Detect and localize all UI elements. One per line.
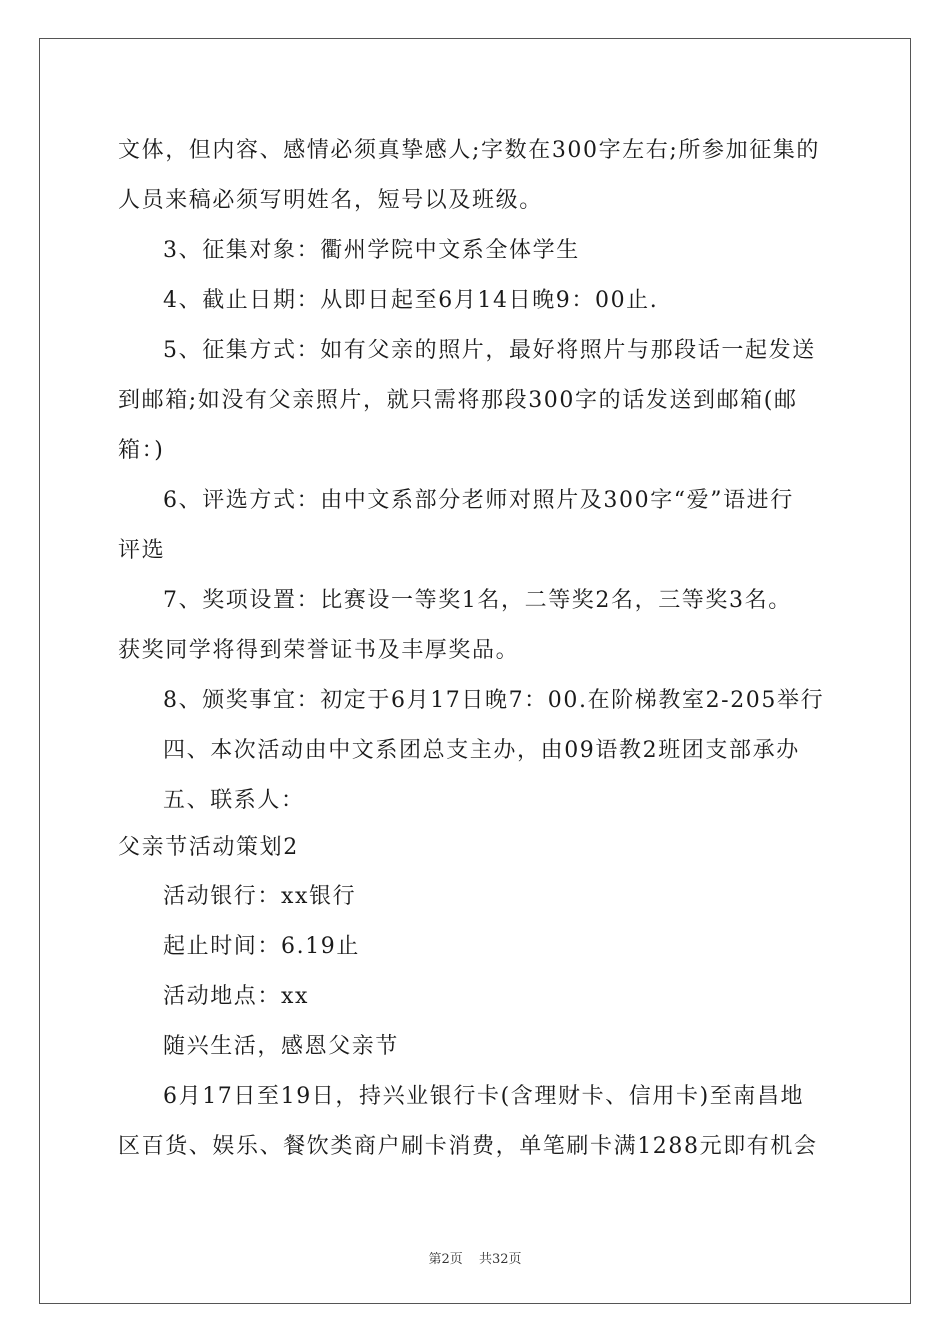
- body-line-5: 5、征集方式：如有父亲的照片，最好将照片与那段话一起发送: [163, 338, 816, 363]
- page-total: 共32页: [478, 1252, 522, 1267]
- body-line-16: 活动银行：xx银行: [163, 884, 357, 909]
- body-line-19: 随兴生活，感恩父亲节: [163, 1034, 400, 1059]
- body-line-13: 四、本次活动由中文系团总支主办，由09语教2班团支部承办: [163, 738, 800, 763]
- body-line-10: 7、奖项设置：比赛设一等奖1名，二等奖2名，三等奖3名。: [163, 588, 792, 613]
- body-line-2: 人员来稿必须写明姓名，短号以及班级。: [118, 188, 543, 213]
- body-line-9: 评选: [118, 538, 166, 563]
- body-line-6: 到邮箱;如没有父亲照片，就只需将那段300字的话发送到邮箱(邮: [118, 388, 798, 413]
- page-border: [39, 38, 911, 1304]
- page-footer: [0, 1248, 950, 1267]
- body-line-12: 8、颁奖事宜：初定于6月17日晚7：00.在阶梯教室2-205举行: [163, 688, 825, 713]
- body-line-4: 4、截止日期：从即日起至6月14日晚9：00止.: [163, 288, 659, 313]
- body-line-7: 箱：): [118, 438, 165, 463]
- body-line-21: 区百货、娱乐、餐饮类商户刷卡消费，单笔刷卡满1288元即有机会: [118, 1134, 818, 1159]
- body-line-3: 3、征集对象：衢州学院中文系全体学生: [163, 238, 580, 263]
- body-line-1: 文体，但内容、感情必须真挚感人;字数在300字左右;所参加征集的: [118, 138, 821, 163]
- body-line-14: 五、联系人：: [163, 788, 305, 813]
- body-line-11: 获奖同学将得到荣誉证书及丰厚奖品。: [118, 638, 520, 663]
- body-line-20: 6月17日至19日，持兴业银行卡(含理财卡、信用卡)至南昌地: [163, 1084, 805, 1109]
- body-line-8: 6、评选方式：由中文系部分老师对照片及300字“爱”语进行: [163, 488, 794, 513]
- body-line-18: 活动地点：xx: [163, 984, 310, 1009]
- body-line-17: 起止时间：6.19止: [163, 934, 360, 959]
- page-number: 第2页: [428, 1252, 463, 1267]
- section-heading: 父亲节活动策划2: [118, 835, 299, 860]
